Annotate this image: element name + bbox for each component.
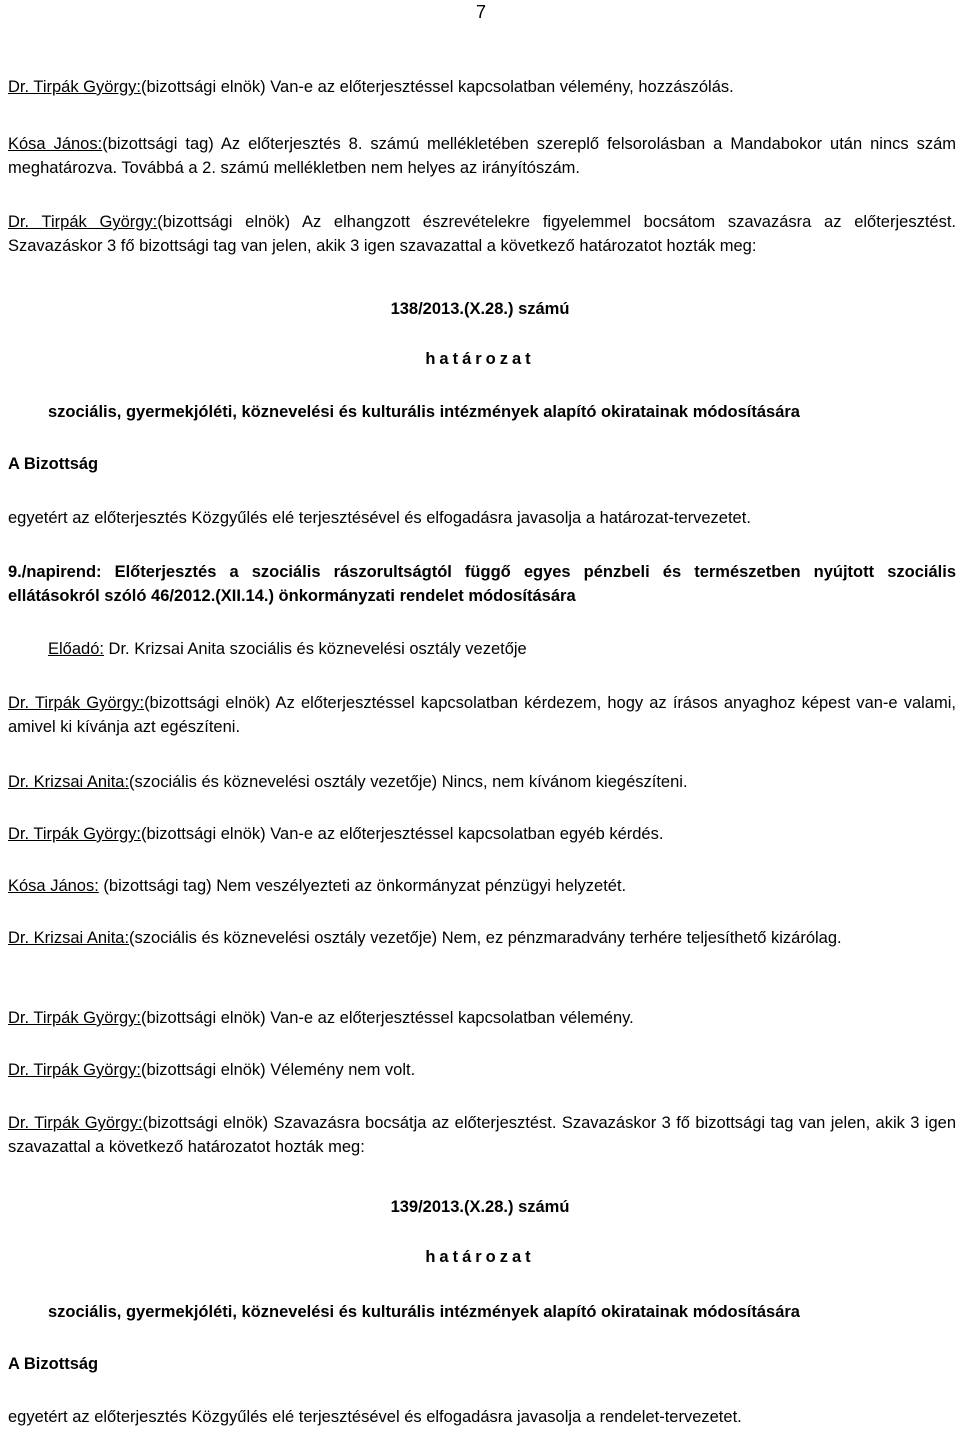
entry-text: (szociális és köznevelési osztály vezetője) Nem, ez pénzmaradvány terhére teljesíthető kizárólag.: [129, 929, 842, 947]
agenda-title: 9./napirend: Előterjesztés a szociális rászorultságtól függő egyes pénzbeli és természetben nyújtott szociális ellátásokról szóló 46/2012.(XII.14.) önkormányzati rendelet módosítására: [8, 563, 956, 605]
minutes-entry: [8, 75, 956, 99]
resolution-subject: szociális, gyermekjóléti, köznevelési és kulturális intézmények alapító okiratainak módosítására: [48, 1303, 800, 1321]
speaker-name: Dr. Tirpák György:: [8, 213, 158, 231]
entry-text: (bizottsági elnök) Vélemény nem volt.: [140, 1061, 416, 1079]
agenda-presenter: [48, 637, 948, 661]
entry-text: (bizottsági elnök) Van-e az előterjesztéssel kapcsolatban vélemény, hozzászólás.: [140, 78, 734, 96]
minutes-entry: [8, 1111, 956, 1159]
resolution-decision: egyetért az előterjesztés Közgyűlés elé terjesztésével és elfogadásra javasolja a határozat-tervezetet.: [8, 509, 751, 527]
resolution-word: határozat: [425, 350, 535, 368]
minutes-entry: [8, 1006, 956, 1030]
resolution-number: 138/2013.(X.28.) számú: [390, 300, 570, 318]
minutes-entry: [8, 210, 956, 258]
resolution-body-label: A Bizottság: [8, 455, 99, 473]
speaker-name: Dr. Tirpák György:: [8, 825, 141, 843]
speaker-name: Kósa János:: [8, 135, 103, 153]
page-number: 7: [476, 2, 487, 22]
minutes-entry: [8, 770, 956, 794]
resolution-subject: szociális, gyermekjóléti, köznevelési és kulturális intézmények alapító okiratainak módosítására: [48, 403, 800, 421]
minutes-entry: [8, 926, 956, 950]
minutes-entry: [8, 132, 956, 180]
speaker-name: Dr. Tirpák György:: [8, 1114, 143, 1132]
entry-text: (bizottsági elnök) Az elhangzott észrevételekre figyelemmel bocsátom szavazásra az előterjesztést. Szavazáskor 3 fő bizottsági tag van jelen, akik 3 igen szavazattal a következő határozatot hozták meg:: [8, 213, 956, 255]
speaker-name: Dr. Tirpák György:: [8, 694, 145, 712]
entry-text: (bizottsági tag) Nem veszélyezteti az önkormányzat pénzügyi helyzetét.: [98, 877, 627, 895]
resolution-decision: egyetért az előterjesztés Közgyűlés elé terjesztésével és elfogadásra javasolja a rendelet-tervezetet.: [8, 1408, 742, 1426]
minutes-entry: [8, 874, 956, 898]
speaker-name: Dr. Krizsai Anita:: [8, 929, 130, 947]
presenter-label: Előadó:: [48, 640, 104, 658]
speaker-name: Dr. Krizsai Anita:: [8, 773, 130, 791]
entry-text: (bizottsági elnök) Szavazásra bocsátja az előterjesztést. Szavazáskor 3 fő bizottsági tag van jelen, akik 3 igen szavazattal a következő határozatot hozták meg:: [8, 1114, 957, 1156]
entry-text: (bizottsági elnök) Az előterjesztéssel kapcsolatban kérdezem, hogy az írásos anyaghoz képest van-e valami, amivel ki kívánja azt egészíteni.: [8, 694, 956, 736]
entry-text: (bizottsági elnök) Van-e az előterjesztéssel kapcsolatban egyéb kérdés.: [140, 825, 664, 843]
presenter-name: Dr. Krizsai Anita szociális és köznevelési osztály vezetője: [103, 640, 527, 658]
speaker-name: Dr. Tirpák György:: [8, 1061, 141, 1079]
entry-text: (bizottsági tag) Az előterjesztés 8. számú mellékletében szereplő felsorolásban a Mandabokor után nincs szám meghatározva. Továbbá a 2. számú mellékletben nem helyes az irányítószám.: [8, 135, 957, 177]
resolution-number: 139/2013.(X.28.) számú: [390, 1198, 570, 1216]
resolution-word: határozat: [425, 1248, 535, 1266]
speaker-name: Dr. Tirpák György:: [8, 78, 141, 96]
entry-text: (szociális és köznevelési osztály vezetője) Nincs, nem kívánom kiegészíteni.: [129, 773, 688, 791]
entry-text: (bizottsági elnök) Van-e az előterjesztéssel kapcsolatban vélemény.: [140, 1009, 634, 1027]
minutes-entry: [8, 691, 956, 739]
speaker-name: Kósa János:: [8, 877, 99, 895]
minutes-entry: [8, 1058, 956, 1082]
resolution-body-label: A Bizottság: [8, 1355, 99, 1373]
minutes-entry: [8, 822, 956, 846]
speaker-name: Dr. Tirpák György:: [8, 1009, 141, 1027]
